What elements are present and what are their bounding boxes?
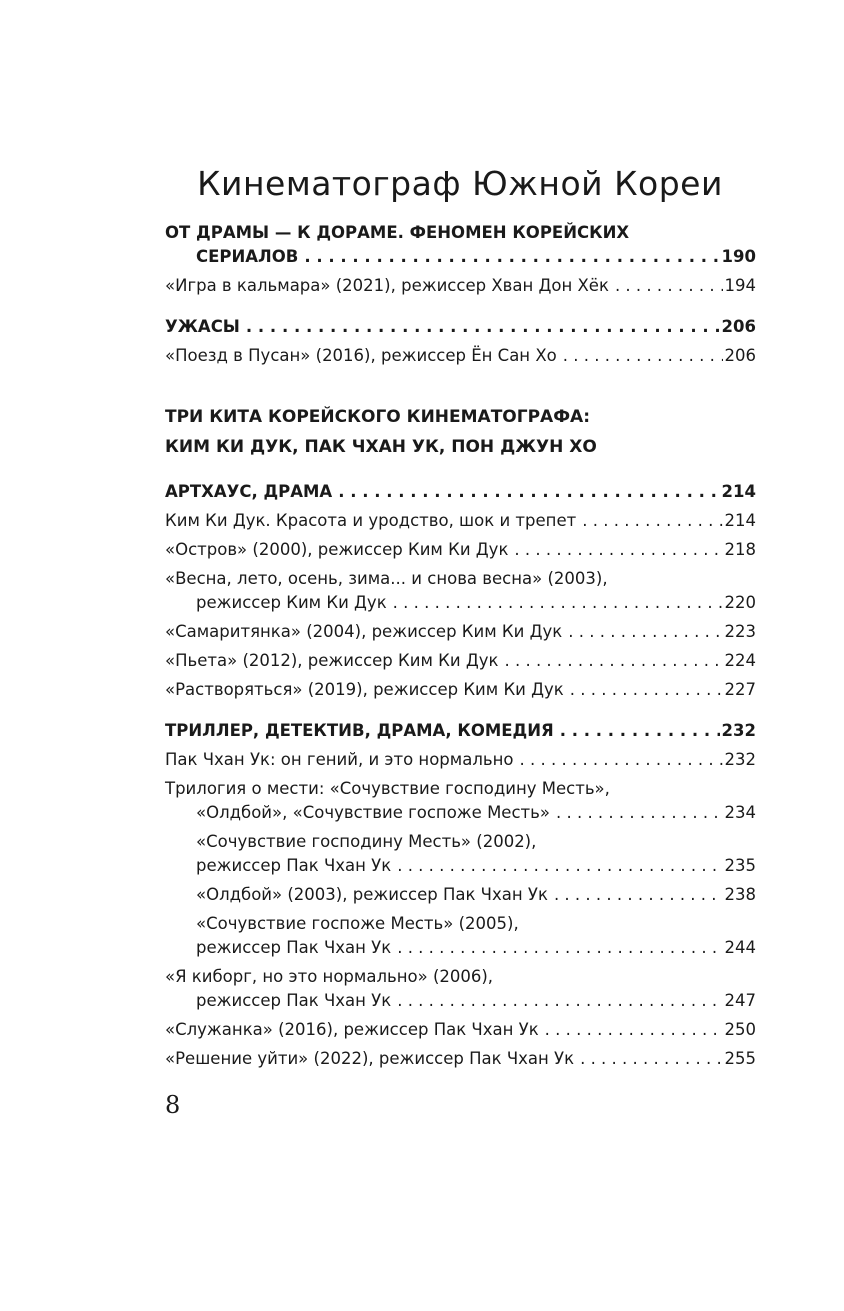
- toc-entry-samaritan[interactable]: [165, 620, 756, 644]
- dot-leader: [397, 854, 722, 878]
- toc-entry-line1: «Я киборг, но это нормально» (2006),: [165, 967, 494, 986]
- dot-leader: [397, 936, 722, 960]
- dot-leader: [563, 344, 723, 368]
- toc-entry-label: режиссер Пак Чхан Ук: [196, 938, 392, 957]
- toc-entry-mr-vengeance[interactable]: [165, 830, 756, 878]
- dot-leader: [568, 620, 722, 644]
- table-of-contents: [165, 221, 756, 1076]
- toc-entry-island[interactable]: [165, 538, 756, 562]
- toc-page-number: 235: [724, 856, 756, 875]
- toc-page-number: 238: [724, 885, 756, 904]
- dot-leader: [554, 883, 723, 907]
- toc-page-number: 214: [724, 511, 756, 530]
- toc-section-horror[interactable]: [165, 315, 756, 339]
- toc-page-number: 232: [724, 750, 756, 769]
- dot-leader: [580, 1047, 722, 1071]
- toc-page-number: 194: [724, 276, 756, 295]
- dot-leader: [520, 748, 723, 772]
- dot-leader: [246, 315, 720, 339]
- toc-entry-line1: «Сочувствие господину Месть» (2002),: [196, 832, 537, 851]
- toc-entry-line1: «Сочувствие госпоже Месть» (2005),: [196, 914, 519, 933]
- dot-leader: [304, 245, 719, 269]
- toc-page-number: 218: [724, 540, 756, 559]
- toc-entry-spring[interactable]: [165, 567, 756, 615]
- dot-leader: [582, 509, 722, 533]
- dot-leader: [615, 274, 723, 298]
- toc-entry-label: «Пьета» (2012), режиссер Ким Ки Дук: [165, 651, 499, 670]
- toc-entry-trilogy[interactable]: [165, 777, 756, 825]
- toc-page-number: 220: [724, 593, 756, 612]
- toc-part-heading-line1: ТРИ КИТА КОРЕЙСКОГО КИНЕМАТОГРАФА:: [165, 407, 591, 427]
- toc-entry-handmaiden[interactable]: [165, 1018, 756, 1042]
- toc-page-number: 255: [724, 1049, 756, 1068]
- toc-entry-line1: «Весна, лето, осень, зима... и снова весна» (2003),: [165, 569, 608, 588]
- dot-leader: [393, 591, 723, 615]
- toc-page-number: 234: [724, 803, 756, 822]
- dot-leader: [338, 480, 719, 504]
- toc-page-number: 214: [721, 482, 756, 501]
- dot-leader: [570, 678, 723, 702]
- toc-entry-label: ТРИЛЛЕР, ДЕТЕКТИВ, ДРАМА, КОМЕДИЯ: [165, 721, 554, 740]
- toc-entry-label: режиссер Пак Чхан Ук: [196, 856, 392, 875]
- toc-page-number: 232: [721, 721, 756, 740]
- toc-entry-label: режиссер Пак Чхан Ук: [196, 991, 392, 1010]
- toc-entry-label: «Поезд в Пусан» (2016), режиссер Ён Сан Хо: [165, 346, 557, 365]
- dot-leader: [397, 989, 722, 1013]
- dot-leader: [504, 649, 722, 673]
- toc-entry-line1: Трилогия о мести: «Сочувствие господину Месть»,: [165, 779, 610, 798]
- toc-entry-label: УЖАСЫ: [165, 317, 240, 336]
- toc-entry-label: режиссер Ким Ки Дук: [196, 593, 387, 612]
- toc-entry-label: «Самаритянка» (2004), режиссер Ким Ки Дук: [165, 622, 563, 641]
- toc-page-number: 190: [721, 247, 756, 266]
- dot-leader: [560, 719, 720, 743]
- dot-leader: [545, 1018, 723, 1042]
- toc-page-number: 250: [724, 1020, 756, 1039]
- toc-part-heading[interactable]: [165, 402, 756, 462]
- toc-entry-label: «Олдбой», «Сочувствие госпоже Месть»: [196, 803, 550, 822]
- toc-entry-label: Пак Чхан Ук: он гений, и это нормально: [165, 750, 514, 769]
- toc-entry-park-intro[interactable]: [165, 748, 756, 772]
- toc-part-heading-line2: КИМ КИ ДУК, ПАК ЧХАН УК, ПОН ДЖУН ХО: [165, 437, 597, 457]
- toc-entry-label: Ким Ки Дук. Красота и уродство, шок и трепет: [165, 511, 577, 530]
- toc-page-number: 223: [724, 622, 756, 641]
- toc-entry-kim-intro[interactable]: [165, 509, 756, 533]
- toc-page-number: 224: [724, 651, 756, 670]
- toc-entry-oldboy[interactable]: [165, 883, 756, 907]
- toc-entry-line1: ОТ ДРАМЫ — К ДОРАМЕ. ФЕНОМЕН КОРЕЙСКИХ: [165, 223, 630, 242]
- toc-page-number: 227: [724, 680, 756, 699]
- toc-entry-decision-to-leave[interactable]: [165, 1047, 756, 1071]
- toc-entry-label: «Служанка» (2016), режиссер Пак Чхан Ук: [165, 1020, 539, 1039]
- toc-entry-label: СЕРИАЛОВ: [196, 247, 299, 266]
- toc-entry-label: «Олдбой» (2003), режиссер Пак Чхан Ук: [196, 885, 548, 904]
- toc-entry-squid-game[interactable]: [165, 274, 756, 298]
- toc-section-drama[interactable]: [165, 221, 756, 269]
- toc-entry-lady-vengeance[interactable]: [165, 912, 756, 960]
- toc-page-number: 206: [721, 317, 756, 336]
- page-number: 8: [165, 1091, 181, 1119]
- toc-page-number: 244: [724, 938, 756, 957]
- toc-entry-train-to-busan[interactable]: [165, 344, 756, 368]
- dot-leader: [556, 801, 723, 825]
- toc-entry-label: «Игра в кальмара» (2021), режиссер Хван Дон Хёк: [165, 276, 609, 295]
- dot-leader: [514, 538, 722, 562]
- toc-section-thriller[interactable]: [165, 719, 756, 743]
- toc-entry-cyborg[interactable]: [165, 965, 756, 1013]
- toc-entry-label: «Остров» (2000), режиссер Ким Ки Дук: [165, 540, 509, 559]
- toc-entry-label: АРТХАУС, ДРАМА: [165, 482, 333, 501]
- toc-entry-dissolve[interactable]: [165, 678, 756, 702]
- toc-entry-pieta[interactable]: [165, 649, 756, 673]
- toc-page-number: 247: [724, 991, 756, 1010]
- toc-entry-label: «Решение уйти» (2022), режиссер Пак Чхан Ук: [165, 1049, 575, 1068]
- page-title: Кинематограф Южной Кореи: [197, 164, 723, 203]
- toc-entry-label: «Растворяться» (2019), режиссер Ким Ки Дук: [165, 680, 564, 699]
- toc-section-arthouse[interactable]: [165, 480, 756, 504]
- toc-page-number: 206: [724, 346, 756, 365]
